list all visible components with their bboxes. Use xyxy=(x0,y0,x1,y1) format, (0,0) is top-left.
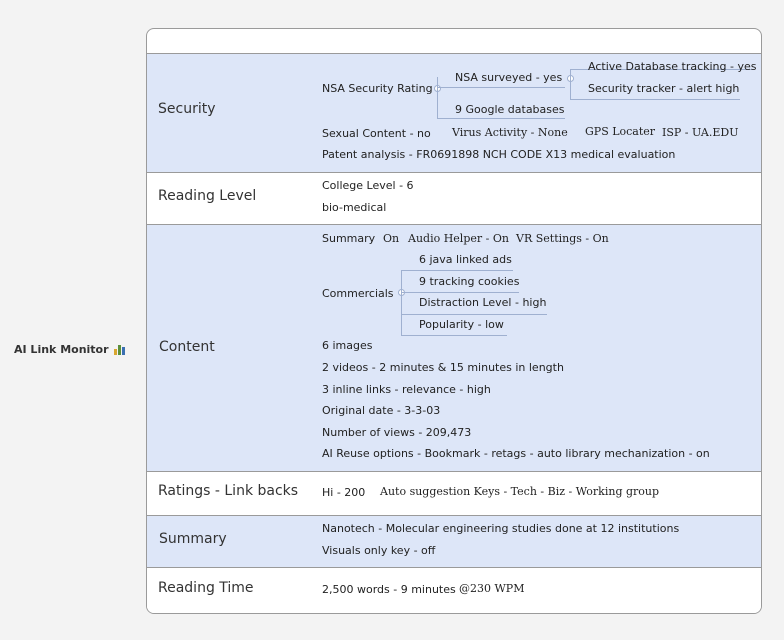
matrix-panel xyxy=(146,28,762,614)
topic-videos[interactable]: 2 videos - 2 minutes & 15 minutes in length xyxy=(322,361,564,374)
topic-vr-settings[interactable]: VR Settings - On xyxy=(516,232,609,245)
topic-words[interactable]: 2,500 words - 9 minutes xyxy=(322,583,456,596)
row-ratings xyxy=(147,471,761,515)
connector xyxy=(401,270,513,271)
row-reading-time xyxy=(147,567,761,613)
topic-nanotech[interactable]: Nanotech - Molecular engineering studies done at 12 institutions xyxy=(322,522,680,535)
row-label-summary: Summary xyxy=(159,531,227,547)
row-label-content: Content xyxy=(159,339,215,355)
bar-chart-icon xyxy=(114,344,127,355)
connector xyxy=(437,118,565,119)
topic-ai-reuse[interactable]: AI Reuse options - Bookmark - retags - auto library mechanization - on xyxy=(322,447,710,460)
row-security xyxy=(147,53,761,172)
root-topic[interactable] xyxy=(14,343,127,356)
topic-visuals[interactable]: Visuals only key - off xyxy=(322,544,436,557)
topic-audio-helper[interactable]: Audio Helper - On xyxy=(408,232,509,245)
topic-wpm[interactable]: @230 WPM xyxy=(459,582,525,595)
topic-inline-links[interactable]: 3 inline links - relevance - high xyxy=(322,383,491,396)
topic-summary[interactable]: Summary xyxy=(322,232,376,245)
topic-bio-medical[interactable]: bio-medical xyxy=(322,201,387,214)
topic-views[interactable]: Number of views - 209,473 xyxy=(322,426,472,439)
topic-nsa-surveyed[interactable]: NSA surveyed - yes xyxy=(455,71,563,84)
topic-isp[interactable]: ISP - UA.EDU xyxy=(662,126,739,139)
topic-original-date[interactable]: Original date - 3-3-03 xyxy=(322,404,441,417)
topic-sexual-content[interactable]: Sexual Content - no xyxy=(322,127,431,140)
topic-nsa-rating[interactable]: NSA Security Rating xyxy=(322,82,433,95)
connector xyxy=(570,69,571,99)
topic-distraction[interactable]: Distraction Level - high xyxy=(419,296,547,309)
row-reading-level xyxy=(147,172,761,224)
topic-java-ads[interactable]: 6 java linked ads xyxy=(419,253,512,266)
topic-security-tracker[interactable]: Security tracker - alert high xyxy=(588,82,740,95)
topic-hi[interactable]: Hi - 200 xyxy=(322,486,366,499)
connector xyxy=(401,270,402,335)
topic-google-db[interactable]: 9 Google databases xyxy=(455,103,565,116)
connector xyxy=(437,87,565,88)
row-label-reading-time: Reading Time xyxy=(158,580,254,596)
topic-patent[interactable]: Patent analysis - FR0691898 NCH CODE X13 medical evaluation xyxy=(322,148,676,161)
root-title: AI Link Monitor xyxy=(14,343,109,356)
topic-summary-on[interactable]: On xyxy=(383,232,400,245)
row-label-security: Security xyxy=(158,101,216,117)
topic-tracking-cookies[interactable]: 9 tracking cookies xyxy=(419,275,520,288)
row-summary xyxy=(147,515,761,567)
topic-active-db[interactable]: Active Database tracking - yes xyxy=(588,60,757,73)
topic-images[interactable]: 6 images xyxy=(322,339,373,352)
topic-virus[interactable]: Virus Activity - None xyxy=(452,126,568,139)
row-label-reading-level: Reading Level xyxy=(158,188,257,204)
topic-college-level[interactable]: College Level - 6 xyxy=(322,179,414,192)
connector xyxy=(401,314,547,315)
topic-auto-suggestion[interactable]: Auto suggestion Keys - Tech - Biz - Working group xyxy=(380,485,660,498)
topic-gps[interactable]: GPS Locater xyxy=(585,125,656,138)
connector xyxy=(437,77,438,118)
topic-popularity[interactable]: Popularity - low xyxy=(419,318,504,331)
connector xyxy=(401,292,519,293)
row-label-ratings: Ratings - Link backs xyxy=(158,483,299,499)
connector xyxy=(570,99,740,100)
connector xyxy=(401,335,507,336)
row-content xyxy=(147,224,761,471)
topic-commercials[interactable]: Commercials xyxy=(322,287,394,300)
